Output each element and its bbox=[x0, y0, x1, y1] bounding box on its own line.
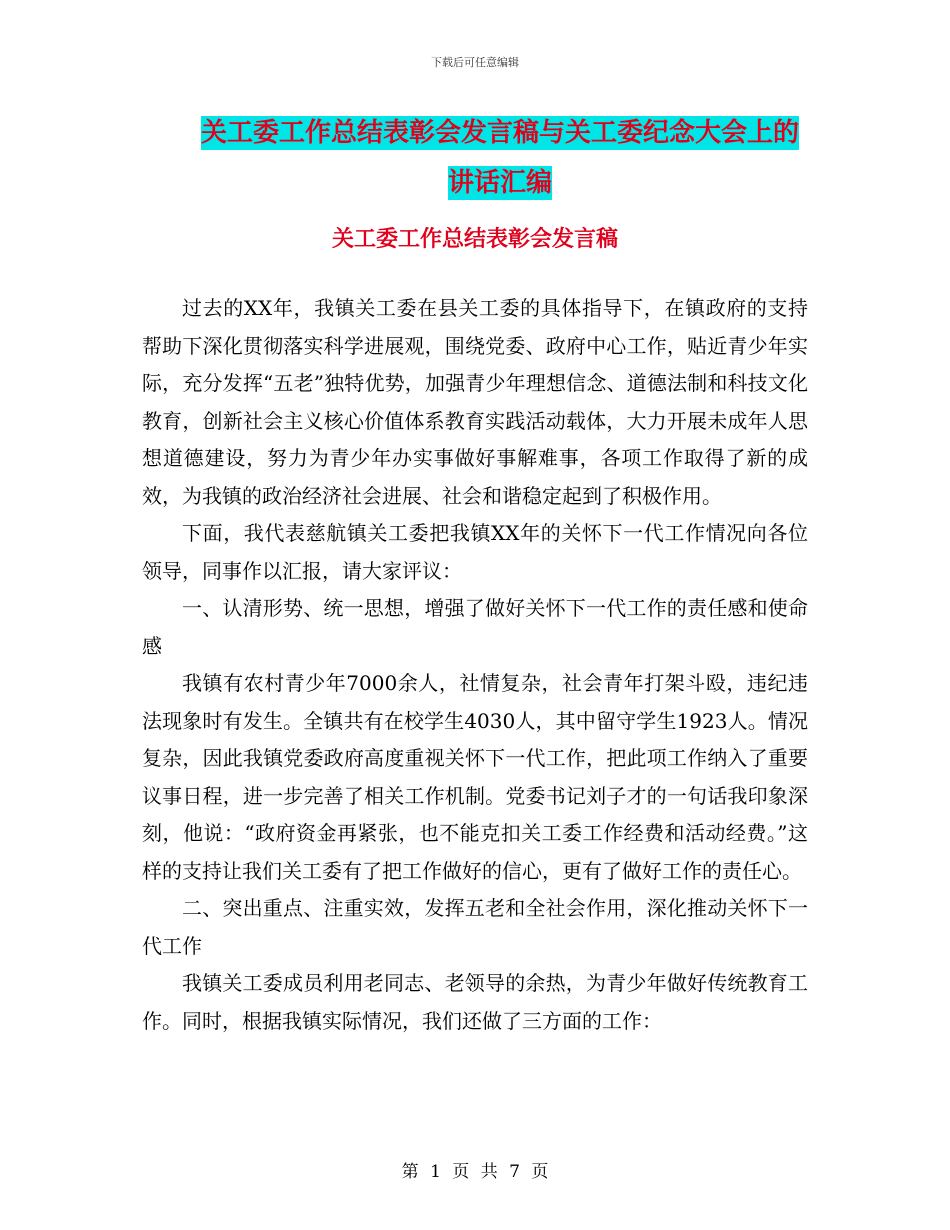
paragraph-heading: 一、认清形势、统一思想，增强了做好关怀下一代工作的责任感和使命感 bbox=[142, 596, 808, 658]
body-text bbox=[142, 290, 808, 1040]
document-title-line-2: 讲话汇编 bbox=[447, 168, 552, 198]
paragraph-heading: 二、突出重点、注重实效，发挥五老和全社会作用，深化推动关怀下一代工作 bbox=[142, 896, 808, 958]
paragraph: 过去的XX年，我镇关工委在县关工委的具体指导下，在镇政府的支持帮助下深化贯彻落实科学进展观，围绕党委、政府中心工作，贴近青少年实际，充分发挥“五老”独特优势，加强青少年理想信念、道德法制和科技文化教育，创新社会主义核心价值体系教育实践活动载体，大力开展未成年人思想道德建设，努力为青少年办实事做好事解难事，各项工作取得了新的成效，为我镇的政治经济社会进展、社会和谐稳定起到了积极作用。 bbox=[142, 296, 808, 508]
section-title: 关工委工作总结表彰会发言稿 bbox=[331, 227, 618, 252]
paragraph: 我镇有农村青少年7000余人，社情复杂，社会青年打架斗殴，违纪违法现象时有发生。全镇共有在校学生4030人，其中留守学生1923人。情况复杂，因此我镇党委政府高度重视关怀下一代工作，把此项工作纳入了重要议事日程，进一步完善了相关工作机制。党委书记刘子才的一句话我印象深刻，他说：“政府资金再紧张，也不能克扣关工委工作经费和活动经费。”这样的支持让我们关工委有了把工作做好的信心，更有了做好工作的责任心。 bbox=[142, 671, 808, 883]
document-title-line-1: 关工委工作总结表彰会发言稿与关工委纪念大会上的 bbox=[200, 118, 799, 148]
paragraph: 我镇关工委成员利用老同志、老领导的余热，为青少年做好传统教育工作。同时，根据我镇实际情况，我们还做了三方面的工作： bbox=[142, 971, 808, 1033]
page-footer: 第 1 页 共 7 页 bbox=[401, 1162, 549, 1182]
header-note: 下载后可任意编辑 bbox=[431, 56, 519, 69]
paragraph: 下面，我代表慈航镇关工委把我镇XX年的关怀下一代工作情况向各位领导，同事作以汇报，请大家评议： bbox=[142, 521, 808, 583]
document-title bbox=[140, 108, 860, 208]
